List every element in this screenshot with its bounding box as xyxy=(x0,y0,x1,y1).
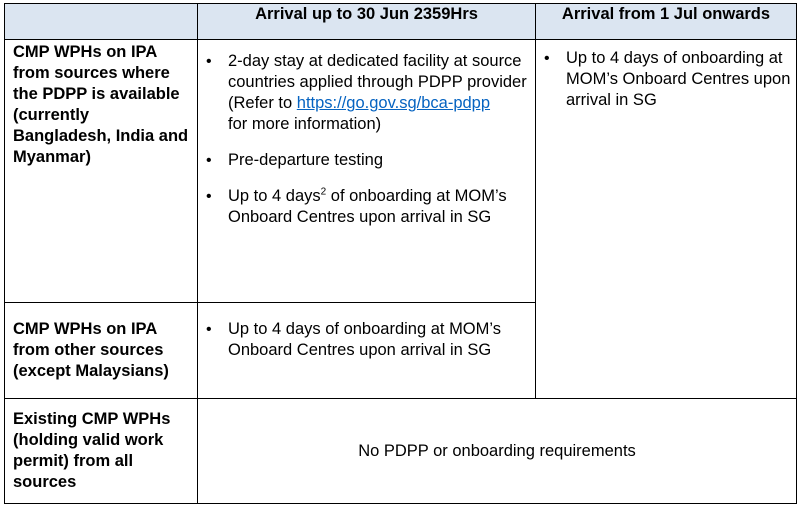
pdpp-bullet-list xyxy=(198,51,535,228)
header-arrival-from-1-jul: Arrival from 1 Jul onwards xyxy=(536,4,797,40)
row-existing-wphs xyxy=(5,399,797,504)
pre-departure-testing-text: Pre-departure testing xyxy=(228,151,384,169)
cell-no-requirements: No PDPP or onboarding requirements xyxy=(198,399,797,504)
list-item xyxy=(198,51,535,135)
list-item xyxy=(536,48,796,111)
row-label-pdpp-sources: CMP WPHs on IPA from sources where the PDPP is available (currently Bangladesh, India and Myanmar) xyxy=(5,40,198,303)
row-pdpp-sources xyxy=(5,40,797,303)
from-1-jul-bullet-list xyxy=(536,48,796,111)
from-1-jul-onboarding-text: Up to 4 days of onboarding at MOM’s Onboard Centres upon arrival in SG xyxy=(566,49,791,109)
list-item xyxy=(198,150,535,171)
pdpp-facility-text: 2-day stay at dedicated facility at source countries applied through PDPP provider xyxy=(228,52,527,91)
cell-from-1-jul xyxy=(536,40,797,399)
cell-other-up-to-30-jun xyxy=(198,303,536,399)
refer-suffix: for more information) xyxy=(228,115,382,133)
cell-pdpp-up-to-30-jun xyxy=(198,40,536,303)
row-label-other-sources: CMP WPHs on IPA from other sources (except Malaysians) xyxy=(5,303,198,399)
other-bullet-list xyxy=(198,319,535,361)
footnote-marker: 2 xyxy=(320,186,327,198)
requirements-table xyxy=(4,3,797,504)
header-empty-cell xyxy=(5,4,198,40)
refer-prefix: (Refer to xyxy=(228,94,297,112)
onboarding-rest-text: of onboarding at MOM’s Onboard Centres upon arrival in SG xyxy=(228,187,507,226)
bca-pdpp-link[interactable]: https://go.gov.sg/bca-pdpp xyxy=(296,94,491,112)
header-arrival-up-to-30-jun: Arrival up to 30 Jun 2359Hrs xyxy=(198,4,536,40)
onboarding-days-text: Up to 4 days xyxy=(228,187,321,205)
other-onboarding-text: Up to 4 days of onboarding at MOM’s Onboard Centres upon arrival in SG xyxy=(228,320,502,359)
list-item xyxy=(198,186,535,228)
list-item xyxy=(198,319,535,361)
header-row xyxy=(5,4,797,40)
row-label-existing-wphs: Existing CMP WPHs (holding valid work permit) from all sources xyxy=(5,399,198,504)
